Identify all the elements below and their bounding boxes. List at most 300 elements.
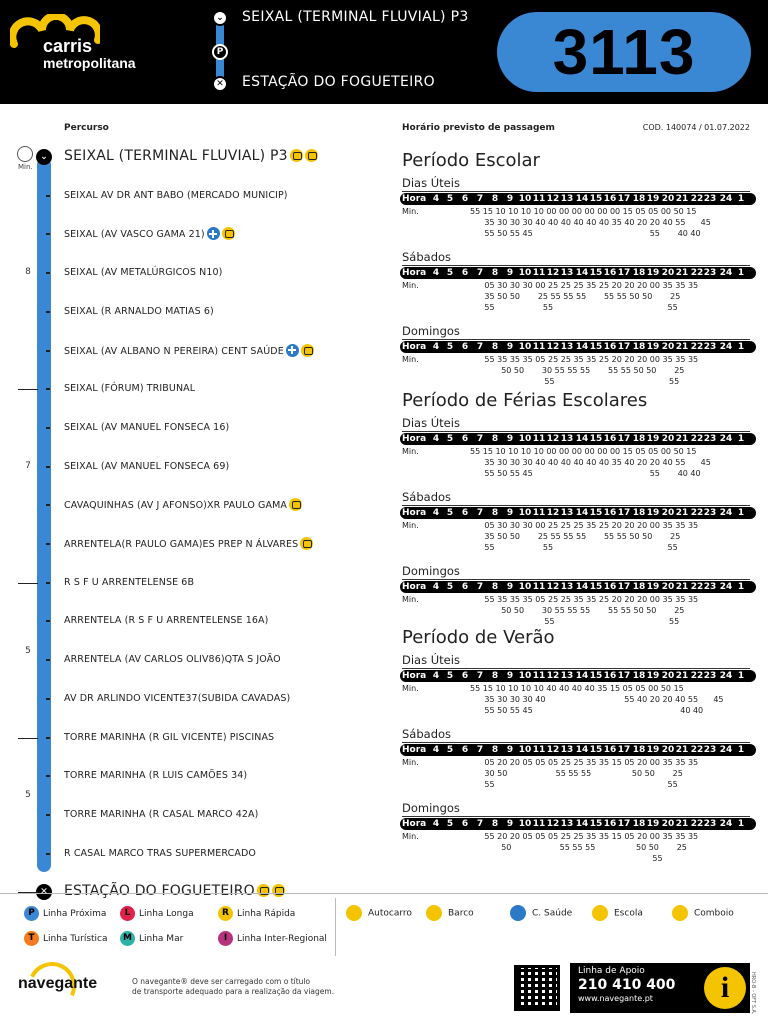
hour-cell: 15 — [589, 342, 603, 352]
document-code: COD. 140074 / 01.07.2022 — [642, 123, 750, 132]
segment-marker — [18, 389, 38, 390]
minutes-block — [402, 206, 750, 242]
chevron-down-icon: ⌄ — [36, 149, 52, 165]
hour-cell: 7 — [476, 582, 484, 592]
minutes-row: 55 15 10 10 10 10 00 00 00 00 00 00 15 05 05 00 50 15 — [470, 207, 697, 216]
stop-name: SEIXAL (TERMINAL FLUVIAL) P3 — [64, 148, 288, 164]
stop-tick — [46, 195, 50, 197]
stop-name: SEIXAL (AV METALÚRGICOS N10) — [64, 267, 223, 279]
hour-cell: 4 — [432, 745, 440, 755]
legend-service-item — [346, 905, 412, 921]
hour-cell: 14 — [575, 671, 589, 681]
minutes-row: 50 50 30 55 55 55 55 55 50 50 25 — [501, 606, 685, 615]
stop-name: ESTAÇÃO DO FOGUETEIRO — [64, 883, 255, 900]
hour-cell: 11 — [532, 434, 546, 444]
hour-cell: 13 — [560, 671, 574, 681]
stop-item[interactable] — [64, 693, 290, 704]
period-title: Período de Verão — [402, 627, 555, 648]
hour-cell: 15 — [589, 582, 603, 592]
hour-cell: 22 — [690, 434, 704, 444]
hour-cell: 13 — [560, 268, 574, 278]
hour-cell: 19 — [646, 745, 660, 755]
segment-minutes: 8 — [25, 267, 31, 278]
hour-cell: 6 — [461, 508, 469, 518]
hour-cell: 20 — [661, 582, 675, 592]
hour-cell: 20 — [661, 819, 675, 829]
close-icon: ✕ — [212, 76, 228, 92]
brand-line2: metropolitana — [43, 55, 136, 71]
legend-service-item — [592, 905, 643, 921]
school-icon — [300, 537, 313, 550]
hour-cell: 12 — [546, 671, 560, 681]
minutes-row: 05 20 20 05 05 05 25 25 35 35 15 05 20 00 35 35 35 — [484, 758, 699, 767]
boat-icon — [426, 905, 442, 921]
minutes-label: Min. — [402, 355, 419, 364]
hour-cell: 4 — [432, 342, 440, 352]
period-title: Período Escolar — [402, 150, 540, 171]
legend-label: Escola — [614, 908, 643, 919]
line-badge: T — [24, 931, 39, 946]
minutes-row: 35 30 30 30 40 40 40 40 40 40 35 40 20 20 40 55 45 — [484, 458, 711, 467]
hour-cell: 11 — [532, 194, 546, 204]
stop-item[interactable] — [64, 228, 235, 241]
school-icon — [289, 498, 302, 511]
hour-cell: 10 — [518, 819, 532, 829]
day-type-label: Sábados — [402, 250, 452, 264]
hour-cell: 4 — [432, 194, 440, 204]
hora-label: Hora — [402, 508, 427, 518]
health-icon — [510, 905, 526, 921]
hour-cell: 24 — [719, 745, 733, 755]
hour-cell: 24 — [719, 508, 733, 518]
stop-tick — [46, 582, 50, 584]
hour-cell: 4 — [432, 671, 440, 681]
segment-marker — [18, 738, 38, 739]
qr-code-icon[interactable] — [514, 965, 560, 1011]
hour-cell: 22 — [690, 268, 704, 278]
hora-label: Hora — [402, 434, 427, 444]
minutes-block — [402, 831, 750, 867]
hour-cell: 8 — [491, 582, 499, 592]
hour-cell: 15 — [589, 819, 603, 829]
stop-item[interactable] — [64, 499, 302, 512]
hour-cell: 23 — [703, 342, 717, 352]
stop-item[interactable] — [64, 148, 318, 164]
separator — [402, 579, 750, 580]
help-phone[interactable]: 210 410 400 — [578, 977, 676, 993]
minutes-block — [402, 683, 750, 719]
minutes-label: Min. — [402, 758, 419, 767]
day-type-label: Sábados — [402, 490, 452, 504]
hour-cell: 18 — [632, 819, 646, 829]
hour-cell: 18 — [632, 582, 646, 592]
hour-cell: 7 — [476, 819, 484, 829]
stop-name: SEIXAL (AV VASCO GAMA 21) — [64, 229, 205, 241]
legend-label: Linha Inter-Regional — [237, 934, 327, 944]
stop-item[interactable] — [64, 422, 229, 433]
hour-cell: 10 — [518, 508, 532, 518]
train-icon — [301, 344, 314, 357]
stop-item[interactable] — [64, 654, 281, 665]
line-badge: I — [218, 931, 233, 946]
hour-cell: 16 — [603, 194, 617, 204]
legend-label: Linha Longa — [139, 909, 194, 919]
hour-cell: 23 — [703, 745, 717, 755]
minutes-row: 30 50 55 55 55 50 50 25 — [484, 769, 683, 778]
hour-cell: 15 — [589, 671, 603, 681]
hour-cell: 7 — [476, 194, 484, 204]
line-badge: R — [218, 906, 233, 921]
hour-cell: 1 — [737, 508, 745, 518]
stop-item[interactable] — [64, 615, 268, 626]
health-icon — [286, 344, 299, 357]
hour-cell: 11 — [532, 342, 546, 352]
separator — [402, 668, 750, 669]
hour-cell: 12 — [546, 342, 560, 352]
train-icon — [290, 149, 303, 162]
hour-cell: 9 — [506, 819, 514, 829]
hour-cell: 18 — [632, 745, 646, 755]
brand-line1: carris — [43, 36, 93, 56]
hour-cell: 16 — [603, 342, 617, 352]
segment-minutes: 7 — [25, 460, 31, 471]
navegante-notice: O navegante® deve ser carregado com o título de transporte adequado para a realização da viagem. — [132, 977, 335, 996]
hour-cell: 21 — [675, 434, 689, 444]
minutes-row: 05 30 30 30 00 25 25 25 35 25 20 20 20 00 35 35 35 — [484, 521, 699, 530]
separator — [402, 339, 750, 340]
hour-cell: 17 — [617, 268, 631, 278]
minutes-row: 55 55 — [544, 617, 680, 626]
help-line-box — [570, 963, 750, 1013]
day-type-label: Dias Úteis — [402, 653, 460, 667]
stop-name: TORRE MARINHA (R GIL VICENTE) PISCINAS — [64, 731, 275, 743]
hour-cell: 24 — [719, 671, 733, 681]
hour-cell: 6 — [461, 582, 469, 592]
hour-cell: 5 — [446, 745, 454, 755]
hour-cell: 13 — [560, 194, 574, 204]
stop-item[interactable] — [64, 577, 194, 588]
mid-marker-badge: P — [212, 44, 228, 60]
hour-cell: 24 — [719, 268, 733, 278]
minutes-label: Min. — [402, 521, 419, 530]
minutes-block — [402, 520, 750, 556]
hour-cell: 13 — [560, 434, 574, 444]
hour-cell: 4 — [432, 434, 440, 444]
minutes-label: Min. — [402, 207, 419, 216]
hour-cell: 5 — [446, 194, 454, 204]
hour-cell: 9 — [506, 194, 514, 204]
separator — [402, 191, 750, 192]
separator — [402, 265, 750, 266]
stop-item[interactable] — [64, 345, 314, 358]
hour-cell: 16 — [603, 434, 617, 444]
carris-logo[interactable] — [10, 14, 190, 74]
hour-cell: 23 — [703, 194, 717, 204]
minutes-row: 55 35 35 35 05 25 25 35 35 25 20 20 20 00 35 35 35 — [484, 595, 699, 604]
horario-heading: Horário previsto de passagem — [402, 123, 555, 133]
hour-cell: 22 — [690, 745, 704, 755]
hour-cell: 17 — [617, 508, 631, 518]
hour-cell: 5 — [446, 434, 454, 444]
chevron-down-icon: ⌄ — [212, 10, 228, 26]
hour-cell: 1 — [737, 194, 745, 204]
hour-cell: 7 — [476, 434, 484, 444]
stop-name: ARRENTELA(R PAULO GAMA)ES PREP N ÁLVARES — [64, 539, 299, 550]
hour-cell: 9 — [506, 745, 514, 755]
hour-cell: 12 — [546, 582, 560, 592]
stop-tick — [46, 814, 50, 816]
hora-label: Hora — [402, 582, 427, 592]
minutes-label: Min. — [18, 163, 33, 171]
hour-cell: 7 — [476, 671, 484, 681]
hour-cell: 17 — [617, 671, 631, 681]
minutes-row: 55 — [652, 854, 663, 863]
hour-cell: 6 — [461, 434, 469, 444]
stop-item[interactable] — [64, 809, 258, 820]
minutes-row: 35 30 30 30 40 40 40 40 40 40 35 40 20 20 40 55 45 — [484, 218, 711, 227]
hour-cell: 17 — [617, 194, 631, 204]
help-site[interactable]: www.navegante.pt — [578, 994, 653, 1003]
hour-cell: 12 — [546, 745, 560, 755]
hour-cell: 14 — [575, 342, 589, 352]
hour-cell: 6 — [461, 194, 469, 204]
line-badge: P — [24, 906, 39, 921]
hour-cell: 14 — [575, 194, 589, 204]
hora-label: Hora — [402, 671, 427, 681]
hour-cell: 5 — [446, 819, 454, 829]
hour-cell: 16 — [603, 671, 617, 681]
minutes-block — [402, 594, 750, 630]
hour-cell: 24 — [719, 194, 733, 204]
hour-cell: 19 — [646, 194, 660, 204]
hora-label: Hora — [402, 342, 427, 352]
minutes-row: 35 30 30 30 40 55 40 20 20 40 55 45 — [484, 695, 724, 704]
stop-name: SEIXAL (AV MANUEL FONSECA 69) — [64, 460, 230, 472]
stop-name: ARRENTELA (R S F U ARRENTELENSE 16A) — [64, 615, 269, 627]
hour-cell: 8 — [491, 434, 499, 444]
stop-item[interactable] — [64, 732, 274, 743]
stop-item[interactable] — [64, 306, 214, 317]
hour-cell: 10 — [518, 745, 532, 755]
stop-tick — [46, 620, 50, 622]
hour-cell: 18 — [632, 194, 646, 204]
stop-tick — [46, 659, 50, 661]
stop-item[interactable] — [64, 383, 195, 394]
route-direction-line — [212, 8, 228, 96]
legend-line-item — [24, 906, 106, 921]
stop-tick — [46, 504, 50, 506]
hour-cell: 6 — [461, 342, 469, 352]
hour-cell: 15 — [589, 268, 603, 278]
hour-cell: 7 — [476, 508, 484, 518]
hour-cell: 14 — [575, 508, 589, 518]
hour-cell: 17 — [617, 819, 631, 829]
hour-cell: 21 — [675, 745, 689, 755]
stop-item[interactable] — [64, 461, 229, 472]
route-number: 3113 — [497, 12, 751, 92]
stop-item[interactable] — [64, 538, 313, 551]
stop-item[interactable] — [64, 190, 288, 201]
hour-cell: 6 — [461, 745, 469, 755]
hour-cell: 9 — [506, 434, 514, 444]
hour-cell: 9 — [506, 342, 514, 352]
legend-line-item — [120, 906, 194, 921]
stop-item[interactable] — [64, 848, 256, 859]
close-icon: ✕ — [36, 884, 52, 900]
hour-cell: 10 — [518, 194, 532, 204]
hour-cell: 22 — [690, 582, 704, 592]
hour-cell: 16 — [603, 508, 617, 518]
hour-cell: 14 — [575, 434, 589, 444]
clock-icon — [17, 146, 33, 162]
hour-cell: 22 — [690, 671, 704, 681]
legend-line-item — [24, 931, 108, 946]
hour-cell: 10 — [518, 582, 532, 592]
hour-cell: 5 — [446, 508, 454, 518]
hour-cell: 18 — [632, 434, 646, 444]
stop-item[interactable] — [64, 267, 222, 278]
hour-cell: 16 — [603, 819, 617, 829]
stop-tick — [46, 272, 50, 274]
hour-cell: 20 — [661, 508, 675, 518]
separator — [402, 742, 750, 743]
hour-cell: 11 — [532, 671, 546, 681]
stop-tick — [46, 311, 50, 313]
day-type-label: Dias Úteis — [402, 416, 460, 430]
stop-tick — [46, 427, 50, 429]
stop-tick — [46, 466, 50, 468]
minutes-block — [402, 280, 750, 316]
day-type-label: Domingos — [402, 564, 460, 578]
minutes-block — [402, 354, 750, 390]
legend-service-item — [672, 905, 734, 921]
stop-name: R S F U ARRENTELENSE 6B — [64, 576, 195, 588]
minutes-label: Min. — [402, 281, 419, 290]
stop-name: SEIXAL (AV MANUEL FONSECA 16) — [64, 421, 230, 433]
minutes-row: 35 50 50 25 55 55 55 55 55 50 50 25 — [484, 292, 681, 301]
minutes-row: 55 55 — [484, 780, 678, 789]
hour-cell: 22 — [690, 819, 704, 829]
hour-cell: 15 — [589, 745, 603, 755]
hour-cell: 22 — [690, 194, 704, 204]
hours-header — [400, 581, 756, 593]
hour-cell: 23 — [703, 819, 717, 829]
hour-cell: 9 — [506, 582, 514, 592]
hour-cell: 14 — [575, 582, 589, 592]
hour-cell: 21 — [675, 342, 689, 352]
hour-cell: 17 — [617, 342, 631, 352]
minutes-row: 55 55 55 — [484, 303, 678, 312]
line-badge: M — [120, 931, 135, 946]
segment-minutes: 5 — [25, 646, 31, 657]
hour-cell: 9 — [506, 268, 514, 278]
hour-cell: 5 — [446, 342, 454, 352]
hour-cell: 15 — [589, 194, 603, 204]
stop-tick — [46, 543, 50, 545]
minutes-row: 50 50 30 55 55 55 55 55 50 50 25 — [501, 366, 685, 375]
stop-name: SEIXAL (R ARNALDO MATIAS 6) — [64, 305, 214, 317]
hour-cell: 12 — [546, 819, 560, 829]
stop-tick — [46, 350, 50, 352]
segment-minutes: 5 — [25, 789, 31, 800]
minutes-label: Min. — [402, 684, 419, 693]
stop-item[interactable] — [64, 770, 247, 781]
hour-cell: 4 — [432, 508, 440, 518]
legend-line-item — [218, 931, 327, 946]
hour-cell: 10 — [518, 434, 532, 444]
separator — [402, 505, 750, 506]
hour-cell: 7 — [476, 745, 484, 755]
minutes-label: Min. — [402, 595, 419, 604]
hour-cell: 13 — [560, 819, 574, 829]
hour-cell: 6 — [461, 671, 469, 681]
minutes-block — [402, 757, 750, 793]
train-icon — [222, 227, 235, 240]
hour-cell: 4 — [432, 819, 440, 829]
legend-label: Linha Mar — [139, 934, 184, 944]
legend-label: Autocarro — [368, 908, 412, 919]
legend-service-item — [426, 905, 474, 921]
period-title: Período de Férias Escolares — [402, 390, 648, 411]
hour-cell: 21 — [675, 194, 689, 204]
hour-cell: 12 — [546, 434, 560, 444]
hour-cell: 16 — [603, 268, 617, 278]
hour-cell: 20 — [661, 434, 675, 444]
hours-header — [400, 507, 756, 519]
hours-header — [400, 744, 756, 756]
hour-cell: 21 — [675, 819, 689, 829]
hour-cell: 14 — [575, 268, 589, 278]
hora-label: Hora — [402, 268, 427, 278]
legend-label: Linha Próxima — [43, 909, 107, 919]
minutes-block — [402, 446, 750, 482]
hour-cell: 23 — [703, 268, 717, 278]
hour-cell: 5 — [446, 582, 454, 592]
hour-cell: 11 — [532, 508, 546, 518]
hour-cell: 23 — [703, 508, 717, 518]
hora-label: Hora — [402, 194, 427, 204]
hour-cell: 8 — [491, 508, 499, 518]
hour-cell: 1 — [737, 434, 745, 444]
footer — [0, 957, 768, 1024]
hour-cell: 19 — [646, 582, 660, 592]
hour-cell: 16 — [603, 582, 617, 592]
stop-tick — [46, 233, 50, 235]
hour-cell: 20 — [661, 671, 675, 681]
day-type-label: Sábados — [402, 727, 452, 741]
hour-cell: 24 — [719, 819, 733, 829]
bus-icon — [346, 905, 362, 921]
hour-cell: 17 — [617, 582, 631, 592]
hours-header — [400, 341, 756, 353]
hours-header — [400, 818, 756, 830]
hour-cell: 10 — [518, 342, 532, 352]
minutes-row: 55 50 55 45 40 40 — [484, 706, 704, 715]
hour-cell: 8 — [491, 194, 499, 204]
navegante-logo[interactable]: navegante — [18, 975, 98, 992]
hours-header — [400, 267, 756, 279]
hour-cell: 6 — [461, 268, 469, 278]
stop-tick — [46, 853, 50, 855]
hour-cell: 19 — [646, 508, 660, 518]
hour-cell: 5 — [446, 268, 454, 278]
minutes-row: 55 50 55 45 55 40 40 — [484, 469, 701, 478]
hours-header — [400, 193, 756, 205]
hora-label: Hora — [402, 819, 427, 829]
minutes-row: 55 50 55 45 55 40 40 — [484, 229, 701, 238]
hour-cell: 24 — [719, 342, 733, 352]
stop-name: TORRE MARINHA (R CASAL MARCO 42A) — [64, 808, 259, 820]
